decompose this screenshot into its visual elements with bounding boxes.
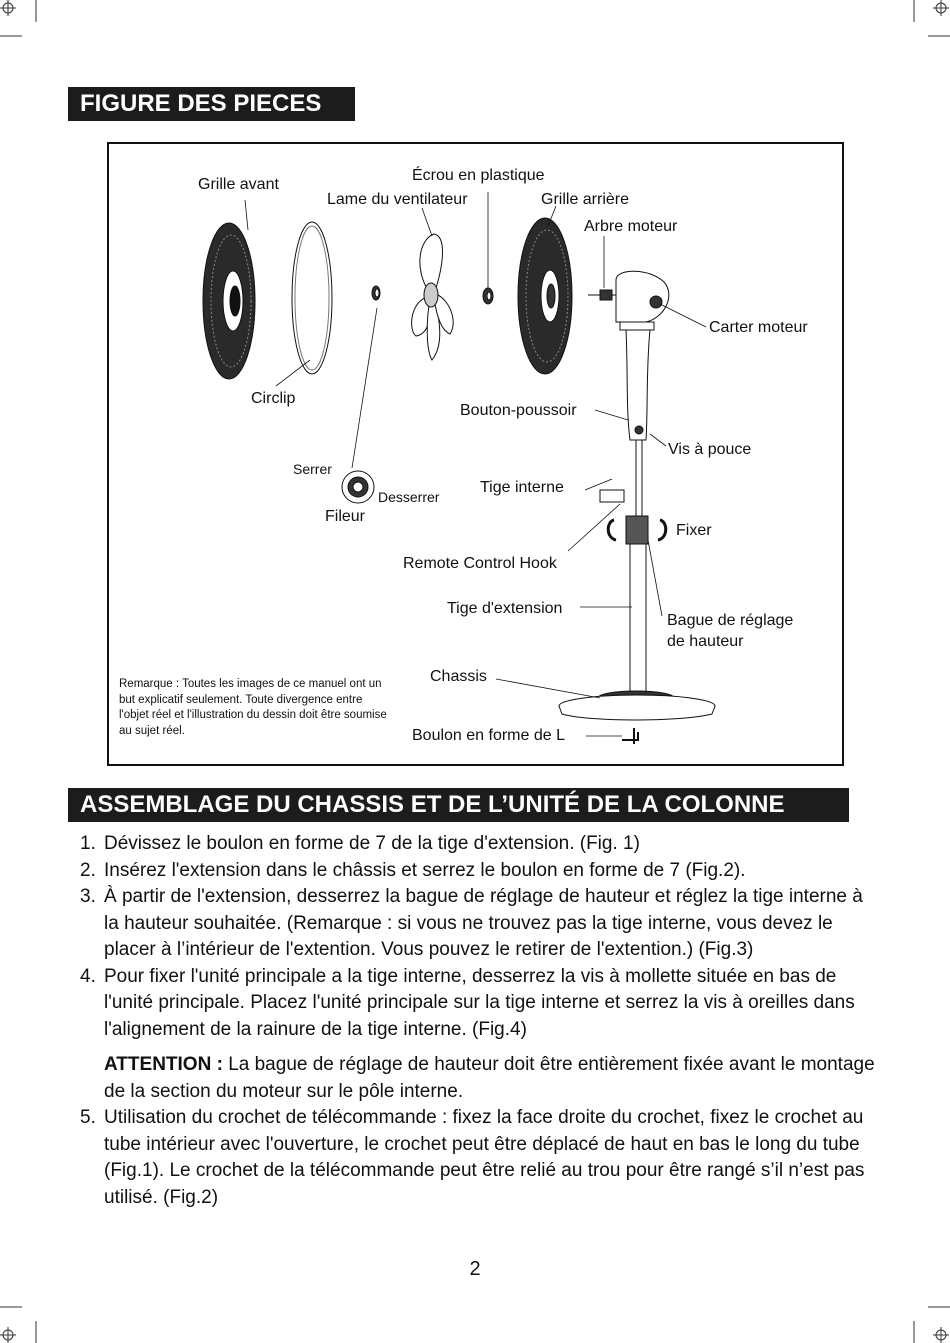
step-3: 3. À partir de l'extension, desserrez la bague de réglage de hauteur et réglez la tige interne à la hauteur souhaitée. (Remarque : si vous ne trouvez pas la tige interne, vous devez le placer à l’intérieur de l'extention. Vous pouvez le retirer de l'extention.) (Fig.3) — [80, 886, 863, 960]
step-4: 4. Pour fixer l'unité principale a la tige interne, desserrez la vis à mollette située en bas de l'unité principale. Placez l'unité principale sur la tige interne et serrez la vis à oreilles dans l'alignement de la rainure de la tige interne. (Fig.4) — [80, 965, 855, 1040]
label-bouton-poussoir: Bouton-poussoir — [460, 402, 577, 419]
label-grille-avant: Grille avant — [198, 176, 279, 193]
label-remote-control-hook: Remote Control Hook — [403, 555, 557, 572]
label-desserrer: Desserrer — [378, 489, 440, 505]
label-ecrou-plastique: Écrou en plastique — [412, 167, 545, 184]
label-boulon-l: Boulon en forme de L — [412, 727, 565, 744]
section-title-parts: FIGURE DES PIECES — [68, 87, 355, 121]
label-serrer: Serrer — [293, 461, 332, 477]
attention-label: ATTENTION : — [104, 1054, 223, 1075]
label-fixer: Fixer — [676, 522, 712, 539]
front-grille-drawing — [203, 223, 255, 379]
label-arbre-moteur: Arbre moteur — [584, 218, 678, 235]
label-vis-pouce: Vis à pouce — [668, 441, 752, 458]
label-tige-extension: Tige d'extension — [447, 600, 563, 617]
label-bague-reglage: Bague de réglage — [667, 612, 794, 629]
label-circlip: Circlip — [251, 390, 296, 407]
attention-note — [104, 1052, 880, 1105]
label-bague-hauteur: de hauteur — [667, 633, 744, 650]
spinner-drawing — [372, 286, 380, 300]
spinner-knob-drawing — [342, 471, 374, 503]
label-fileur: Fileur — [325, 508, 366, 525]
page-number: 2 — [469, 1258, 481, 1280]
label-chassis: Chassis — [430, 668, 487, 685]
fan-blade-drawing — [412, 234, 454, 360]
assembly-steps — [80, 831, 880, 1211]
label-carter-moteur: Carter moteur — [709, 319, 808, 336]
step-1: 1. Dévissez le boulon en forme de 7 de la tige d'extension. (Fig. 1) — [80, 833, 640, 854]
step-5: 5. Utilisation du crochet de télécommande : fixez la face droite du crochet, fixez le crochet au tube intérieur avec l'ouverture, le crochet peut être déplacé de haut en bas le long du tube (Fig.1). Le crochet de la télécommande peut être relié au trou pour être rangé s’il n’est pas utilisé. (Fig.2) — [80, 1107, 865, 1208]
label-lame-ventilateur: Lame du ventilateur — [327, 191, 468, 208]
circlip-drawing — [292, 222, 332, 374]
attention-text: La bague de réglage de hauteur doit être entièrement fixée avant le montage de la section du moteur sur le pôle interne. — [104, 1054, 875, 1102]
label-grille-arriere: Grille arrière — [541, 191, 630, 208]
base-drawing — [559, 691, 715, 744]
disclaimer-note: Remarque : Toutes les images de ce manuel ont un but explicatif seulement. Toute divergence entre l'objet réel et l'illustration du dessin doit être soumise au sujet réel. — [119, 678, 387, 737]
plastic-nut-drawing — [483, 288, 493, 304]
section-title-assembly: ASSEMBLAGE DU CHASSIS ET DE L’UNITÉ DE LA COLONNE — [68, 788, 849, 822]
rear-grille-drawing — [518, 218, 572, 374]
label-tige-interne: Tige interne — [480, 479, 564, 496]
step-2: 2. Insérez l'extension dans le châssis et serrez le boulon en forme de 7 (Fig.2). — [80, 859, 746, 881]
